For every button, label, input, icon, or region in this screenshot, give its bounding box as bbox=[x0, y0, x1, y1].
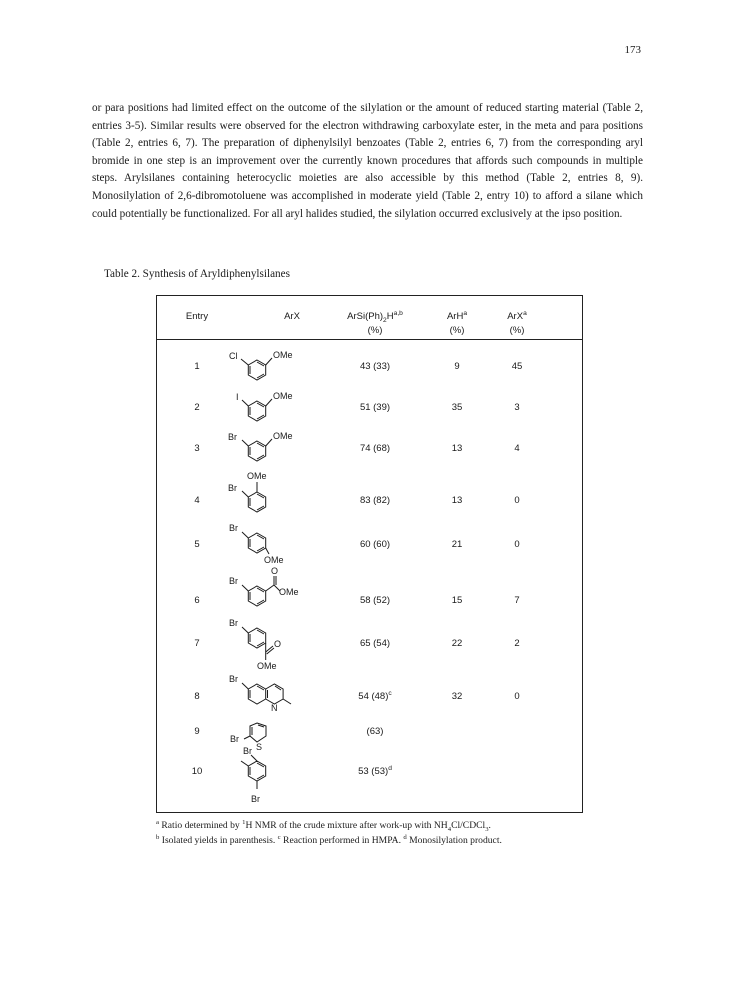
structure-entry-2 bbox=[236, 391, 293, 421]
entry-cell: 7 bbox=[194, 638, 200, 649]
label-ome-4: OMe bbox=[247, 471, 267, 481]
silane-yield-cell: 83 (82) bbox=[359, 495, 391, 506]
footnote-a: $^a$ Ratio determined by $^1$H NMR of the crude mixture after work-up with $NH_4Cl/CDCl_3$. bbox=[156, 818, 491, 833]
header-arx2-sup: a bbox=[523, 309, 527, 317]
arx-cell: 0 bbox=[514, 691, 520, 702]
arx-cell: 4 bbox=[514, 443, 520, 454]
silane-yield-cell: 74 (68) bbox=[359, 443, 391, 454]
label-ome-6: OMe bbox=[279, 587, 299, 597]
arx-cell: 0 bbox=[514, 495, 520, 506]
table-2 bbox=[156, 295, 583, 813]
structure-entry-1 bbox=[229, 350, 293, 380]
header-arh-pct: (%) bbox=[449, 325, 465, 336]
silane-yield-cell: 60 (60) bbox=[359, 539, 391, 550]
entry-cell: 2 bbox=[194, 402, 200, 413]
header-arx2-label: ArX bbox=[507, 311, 524, 322]
structure-entry-4 bbox=[228, 471, 267, 512]
arx-cell: 2 bbox=[514, 638, 520, 649]
label-br-7: Br bbox=[229, 618, 238, 628]
header-silane-h: H bbox=[386, 311, 394, 322]
arx-cell: 3 bbox=[514, 402, 520, 413]
header-entry: Entry bbox=[185, 311, 209, 322]
header-silane-pct: (%) bbox=[367, 325, 383, 336]
structure-entry-5 bbox=[229, 523, 284, 565]
arh-cell: 13 bbox=[451, 443, 463, 454]
footnote-d-text: Monosilylation product. bbox=[406, 834, 502, 846]
label-ome-3: OMe bbox=[273, 431, 293, 441]
entry-cell: 4 bbox=[194, 495, 200, 506]
silane-yield-cell: 54 $(48)^c$ bbox=[358, 689, 392, 702]
entry-cell: 10 bbox=[191, 766, 203, 777]
arh-cell: 35 bbox=[451, 402, 463, 413]
header-arh-sup: a bbox=[463, 309, 468, 317]
table-footnotes bbox=[156, 819, 576, 848]
footnote-b-text: Isolated yields in parenthesis. bbox=[159, 834, 278, 846]
label-br-3: Br bbox=[228, 432, 237, 442]
arx-cell: 0 bbox=[514, 539, 520, 550]
label-i-2: I bbox=[236, 392, 239, 402]
label-br-10a: Br bbox=[243, 746, 252, 756]
entry-cell: 5 bbox=[194, 539, 200, 550]
header-silane-sub: 2 bbox=[383, 316, 387, 324]
entry-cell: 8 bbox=[194, 691, 200, 702]
header-silane-sup: a,b bbox=[393, 309, 403, 317]
page-number: 173 bbox=[624, 44, 641, 56]
arh-cell: 21 bbox=[451, 539, 463, 550]
silane-yield-cell: (63) bbox=[366, 726, 384, 737]
header-arh-label: ArH bbox=[446, 311, 464, 322]
header-silane-main: ArSi(Ph) bbox=[347, 311, 384, 322]
header-arx: ArX bbox=[284, 311, 300, 322]
label-br-6: Br bbox=[229, 576, 238, 586]
entry-cell: 1 bbox=[194, 361, 200, 372]
silane-yield-cell: 51 (39) bbox=[359, 402, 391, 413]
arx-cell: 45 bbox=[511, 361, 523, 372]
structure-entry-8 bbox=[229, 674, 291, 713]
footnote-bcd bbox=[156, 834, 576, 849]
structure-entry-3 bbox=[228, 431, 293, 461]
label-br-10b: Br bbox=[251, 794, 260, 804]
table-caption: Table 2. Synthesis of Aryldiphenylsilanes bbox=[104, 268, 290, 280]
entry-cell: 9 bbox=[194, 726, 200, 737]
label-ome-2: OMe bbox=[273, 391, 293, 401]
silane-yield-cell: 53 $(53)^d$ bbox=[358, 764, 392, 777]
label-ome-1: OMe bbox=[273, 350, 293, 360]
silane-yield-cell: 58 (52) bbox=[359, 595, 391, 606]
label-cl-1: Cl bbox=[229, 351, 238, 361]
label-br-8: Br bbox=[229, 674, 238, 684]
label-s-9: S bbox=[256, 742, 263, 752]
footnote-d-mark: d bbox=[403, 833, 407, 841]
silane-yield-cell: 65 (54) bbox=[359, 638, 391, 649]
arx-cell: 7 bbox=[514, 595, 520, 606]
silane-yield-cell: 43 (33) bbox=[359, 361, 391, 372]
label-o-7: O bbox=[274, 639, 282, 649]
entry-cell: 6 bbox=[194, 595, 200, 606]
label-ome-5: OMe bbox=[264, 555, 284, 565]
label-n-8: N bbox=[271, 703, 278, 713]
label-br-4: Br bbox=[228, 483, 237, 493]
structure-entry-10 bbox=[241, 746, 266, 804]
structure-entry-6 bbox=[229, 566, 299, 606]
footnote-c-text: Reaction performed in HMPA. bbox=[280, 834, 404, 846]
arh-cell: 32 bbox=[451, 691, 463, 702]
arh-cell: 9 bbox=[454, 361, 460, 372]
arh-cell: 13 bbox=[451, 495, 463, 506]
arh-cell: 15 bbox=[451, 595, 463, 606]
arh-cell: 22 bbox=[451, 638, 463, 649]
label-ome-7: OMe bbox=[257, 661, 277, 671]
header-arx2-pct: (%) bbox=[509, 325, 525, 336]
structure-entry-7 bbox=[229, 618, 281, 671]
label-o-6: O bbox=[271, 566, 279, 576]
body-paragraph: or para positions had limited effect on the outcome of the silylation or the amount of reduced starting material (Table 2, entries 3-5). Similar results were observed for the electron withdrawing carboxylate ester, in the meta and para positions (Table 2, entries 6, 7). The preparation of diphenylsilyl benzoates (Table 2, entries 6, 7) from the corresponding aryl bromide in one step is an improvement over the currently known procedures that affords such compounds in multiple steps. Arylsilanes containing heterocyclic moieties are also accessible by this method (Table 2, entries 8, 9). Monosilylation of 2,6-dibromotoluene was accomplished in moderate yield (Table 2, entry 10) to afford a silane which could potentially be functionalized. For all aryl halides studied, the silylation occurred exclusively at the ipso position. bbox=[92, 102, 643, 220]
label-br-5: Br bbox=[229, 523, 238, 533]
entry-cell: 3 bbox=[194, 443, 200, 454]
footnote-c-mark: c bbox=[277, 833, 281, 841]
footnote-b-mark: b bbox=[156, 833, 160, 841]
label-br-9: Br bbox=[230, 734, 239, 744]
